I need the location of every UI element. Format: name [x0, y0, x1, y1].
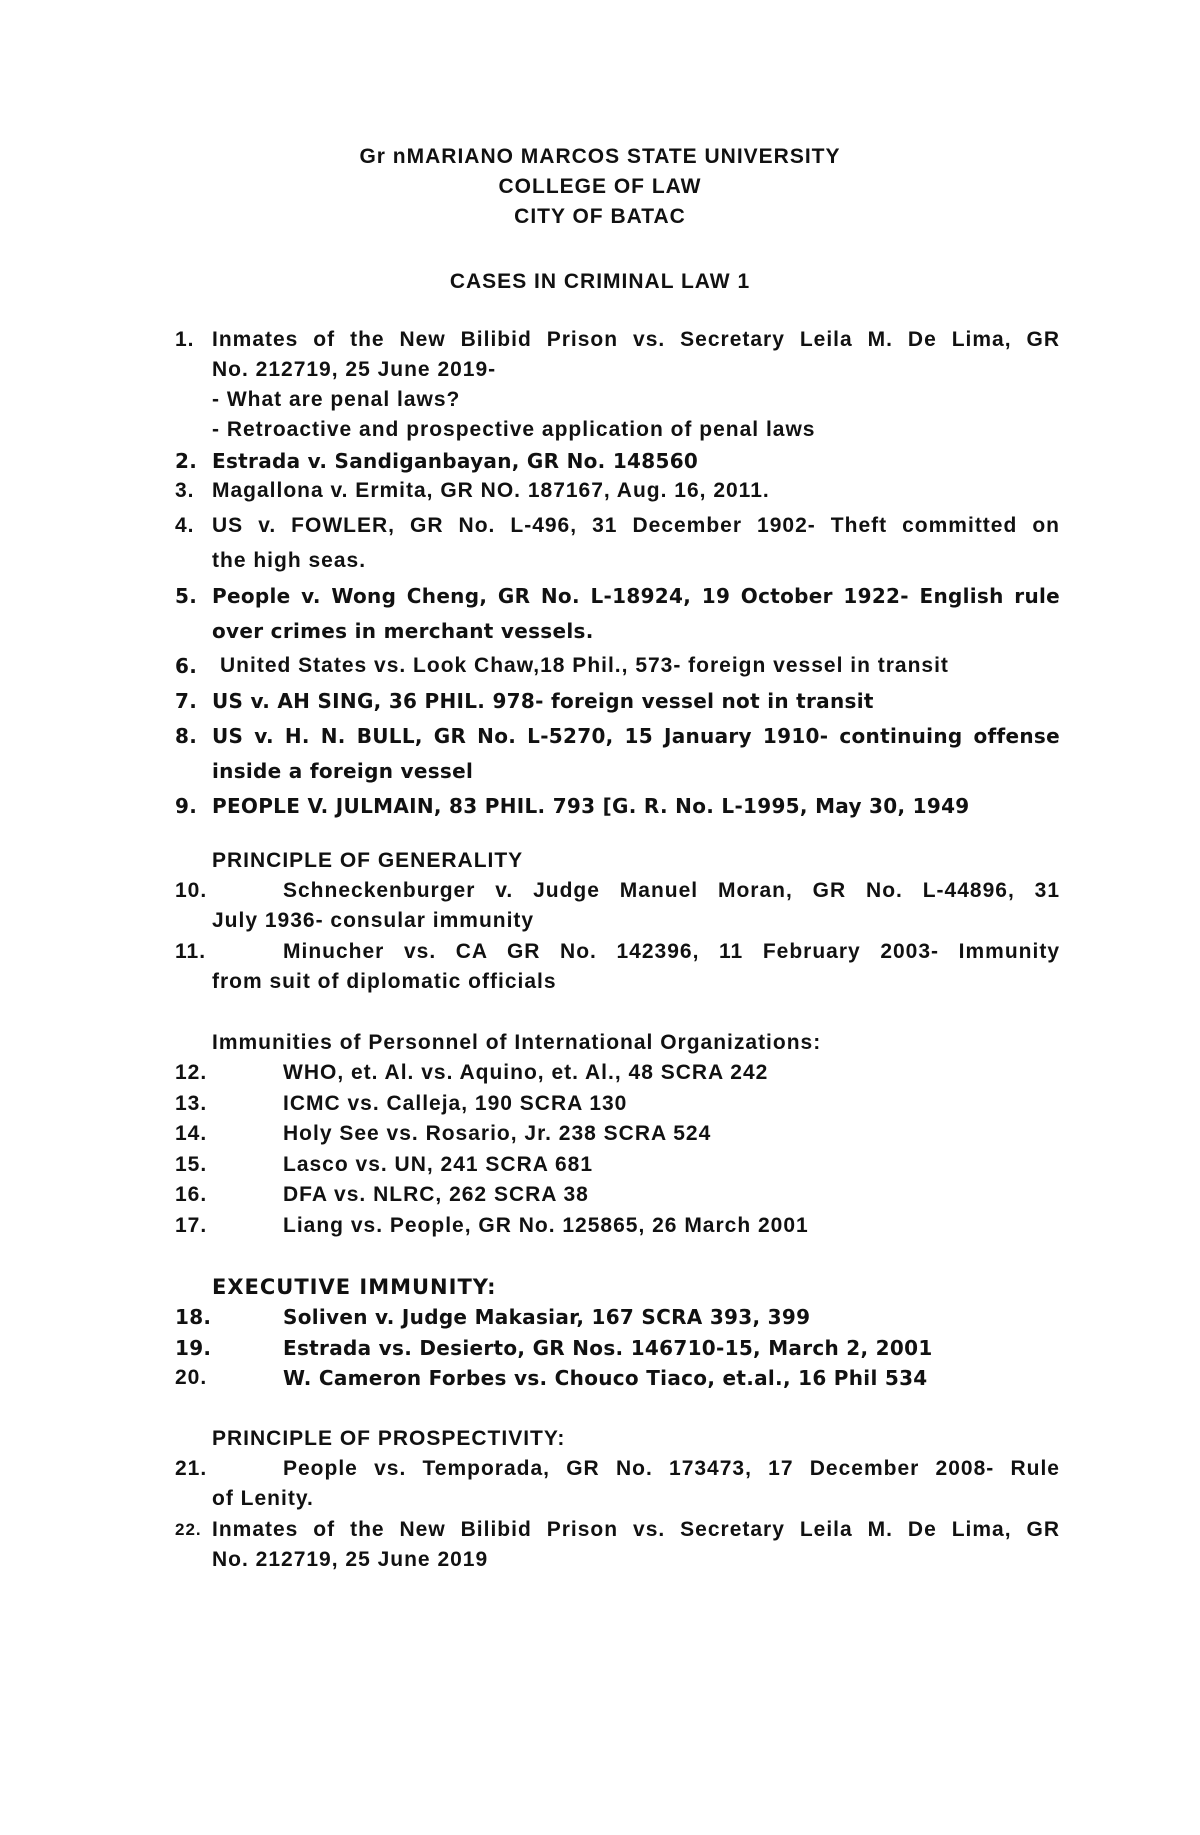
case-entry-line: Liang vs. People, GR No. 125865, 26 March 2001: [283, 1214, 809, 1237]
section-heading-executive: EXECUTIVE IMMUNITY:: [212, 1275, 497, 1299]
case-entry-line: People vs. Temporada, GR No. 173473, 17 December 2008- Rule: [283, 1457, 1060, 1480]
case-entry-line: Lasco vs. UN, 241 SCRA 681: [283, 1153, 594, 1176]
case-entry-line: WHO, et. Al. vs. Aquino, et. Al., 48 SCRA 242: [283, 1061, 769, 1084]
item-number: 22.: [175, 1520, 202, 1539]
item-number: 17.: [175, 1214, 208, 1237]
case-entry-line: US v. FOWLER, GR No. L-496, 31 December 1902- Theft committed on: [212, 514, 1060, 537]
item-number: 20.: [175, 1366, 208, 1389]
section-heading-generality: PRINCIPLE OF GENERALITY: [212, 849, 524, 872]
item-number: 12.: [175, 1061, 208, 1084]
item-number: 14.: [175, 1122, 208, 1145]
college-name: COLLEGE OF LAW: [498, 175, 702, 198]
case-entry-line: W. Cameron Forbes vs. Chouco Tiaco, et.al., 16 Phil 534: [283, 1366, 928, 1390]
case-entry-line: No. 212719, 25 June 2019-: [212, 358, 497, 381]
sub-topic: - What are penal laws?: [212, 388, 461, 411]
item-number: 8.: [175, 724, 198, 748]
item-number: 9.: [175, 794, 198, 818]
case-entry-line: over crimes in merchant vessels.: [212, 619, 594, 643]
item-number: 1.: [175, 328, 195, 351]
item-number: 21.: [175, 1457, 208, 1480]
item-number: 7.: [175, 689, 198, 713]
case-entry-line: inside a foreign vessel: [212, 759, 474, 783]
case-entry-line: US v. AH SING, 36 PHIL. 978- foreign vessel not in transit: [212, 689, 874, 713]
case-entry-line: PEOPLE V. JULMAIN, 83 PHIL. 793 [G. R. No. L-1995, May 30, 1949: [212, 794, 970, 818]
case-entry-line: Soliven v. Judge Makasiar, 167 SCRA 393, 399: [283, 1305, 811, 1329]
city-name: CITY OF BATAC: [514, 205, 686, 228]
item-number: 19.: [175, 1336, 212, 1360]
case-entry-line: Holy See vs. Rosario, Jr. 238 SCRA 524: [283, 1122, 712, 1145]
case-entry-line: DFA vs. NLRC, 262 SCRA 38: [283, 1183, 589, 1206]
university-header: [0, 142, 1200, 232]
item-number: 16.: [175, 1183, 208, 1206]
item-number: 15.: [175, 1153, 208, 1176]
case-entry-line: Magallona v. Ermita, GR NO. 187167, Aug. 16, 2011.: [212, 479, 770, 502]
item-number: 4.: [175, 514, 195, 537]
university-name: Gr nMARIANO MARCOS STATE UNIVERSITY: [359, 145, 841, 168]
case-entry-line: July 1936- consular immunity: [212, 909, 535, 932]
case-entry-line: Minucher vs. CA GR No. 142396, 11 February 2003- Immunity: [283, 940, 1060, 963]
sub-topic: - Retroactive and prospective application of penal laws: [212, 418, 816, 441]
case-entry-line: Estrada vs. Desierto, GR Nos. 146710-15, March 2, 2001: [283, 1336, 933, 1360]
case-entry-line: of Lenity.: [212, 1487, 314, 1510]
case-entry-line: United States vs. Look Chaw,18 Phil., 573- foreign vessel in transit: [220, 654, 949, 677]
case-entry-line: from suit of diplomatic officials: [212, 970, 557, 993]
item-number: 10.: [175, 879, 208, 902]
item-number: 3.: [175, 479, 195, 502]
case-entry-line: No. 212719, 25 June 2019: [212, 1548, 489, 1571]
case-entry-line: Inmates of the New Bilibid Prison vs. Secretary Leila M. De Lima, GR: [212, 1518, 1060, 1541]
item-number: 11.: [175, 940, 207, 963]
case-entry-line: the high seas.: [212, 549, 367, 572]
case-entry-line: Estrada v. Sandiganbayan, GR No. 148560: [212, 449, 699, 473]
section-heading-immunities: Immunities of Personnel of International Organizations:: [212, 1031, 822, 1054]
item-number: 5.: [175, 584, 198, 608]
item-number: 13.: [175, 1092, 208, 1115]
case-entry-line: Schneckenburger v. Judge Manuel Moran, GR No. L-44896, 31: [283, 879, 1060, 902]
case-entry-line: US v. H. N. BULL, GR No. L-5270, 15 January 1910- continuing offense: [212, 724, 1060, 748]
case-entry-line: ICMC vs. Calleja, 190 SCRA 130: [283, 1092, 628, 1115]
section-heading-prospectivity: PRINCIPLE OF PROSPECTIVITY:: [212, 1427, 566, 1450]
case-entry-line: People v. Wong Cheng, GR No. L-18924, 19 October 1922- English rule: [212, 584, 1060, 608]
case-entry-line: Inmates of the New Bilibid Prison vs. Secretary Leila M. De Lima, GR: [212, 328, 1060, 351]
item-number: 6.: [175, 654, 198, 678]
item-number: 2.: [175, 449, 198, 473]
item-number: 18.: [175, 1305, 212, 1329]
document-title: CASES IN CRIMINAL LAW 1: [449, 270, 751, 293]
